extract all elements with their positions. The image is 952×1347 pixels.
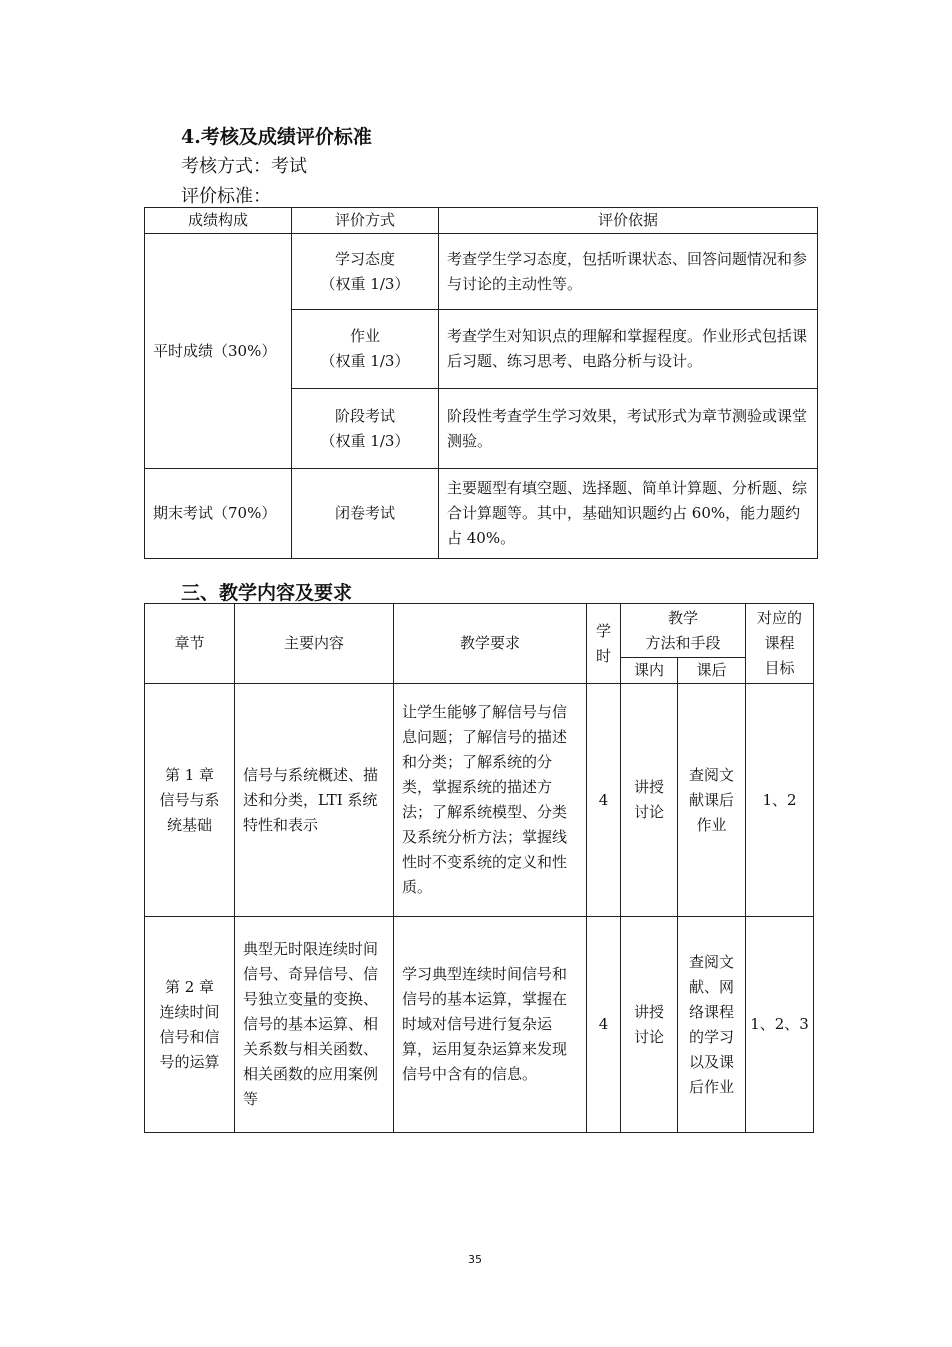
- eval-row: [145, 234, 818, 310]
- header-chapter: 章节: [145, 604, 235, 684]
- hours-cell: 4: [587, 917, 621, 1133]
- eval-basis: 阶段性考查学生学习效果，考试形式为章节测验或课堂测验。: [439, 389, 818, 469]
- chapter-cell: 第 2 章 连续时间 信号和信 号的运算: [145, 917, 235, 1133]
- in-class-cell: 讲授 讨论: [621, 917, 678, 1133]
- eval-header-row: [145, 208, 818, 234]
- after-class-cell: 查阅文 献、网 络课程 的学习 以及课 后作业: [678, 917, 746, 1133]
- eval-method: 作业 （权重 1/3）: [292, 310, 439, 389]
- final-exam-label: 期末考试（70%）: [145, 469, 292, 559]
- eval-basis: 主要题型有填空题、选择题、简单计算题、分析题、综合计算题等。其中，基础知识题约占 60%，能力题约占 40%。: [439, 469, 818, 559]
- in-class-cell: 讲授 讨论: [621, 684, 678, 917]
- eval-row-final: [145, 469, 818, 559]
- requirement-cell: 让学生能够了解信号与信息问题；了解信号的描述和分类；了解系统的分类，掌握系统的描述方法；了解系统模型、分类及系统分析方法；掌握线性时不变系统的定义和性质。: [394, 684, 587, 917]
- criteria-label: 评价标准：: [181, 186, 271, 207]
- header-hours: 学 时: [587, 604, 621, 684]
- header-method: 评价方式: [292, 208, 439, 234]
- chapter-cell: 第 1 章 信号与系 统基础: [145, 684, 235, 917]
- header-composition: 成绩构成: [145, 208, 292, 234]
- content-row: [145, 684, 814, 917]
- eval-method: 闭卷考试: [292, 469, 439, 559]
- header-methods: 教学 方法和手段: [621, 604, 746, 658]
- eval-basis: 考查学生学习态度，包括听课状态、回答问题情况和参与讨论的主动性等。: [439, 234, 818, 310]
- header-goal: 对应的 课程 目标: [746, 604, 814, 684]
- content-row: [145, 917, 814, 1133]
- hours-cell: 4: [587, 684, 621, 917]
- header-basis: 评价依据: [439, 208, 818, 234]
- header-content: 主要内容: [235, 604, 394, 684]
- section-heading-content: 三、教学内容及要求: [181, 582, 353, 604]
- regular-grade-label: 平时成绩（30%）: [145, 234, 292, 469]
- goal-cell: 1、2、3: [746, 917, 814, 1133]
- eval-method: 学习态度 （权重 1/3）: [292, 234, 439, 310]
- content-header-row: [145, 604, 814, 658]
- evaluation-table: [144, 207, 818, 559]
- content-cell: 典型无时限连续时间信号、奇异信号、信号独立变量的变换、信号的基本运算、相关系数与相关函数、相关函数的应用案例等: [235, 917, 394, 1133]
- eval-basis: 考查学生对知识点的理解和掌握程度。作业形式包括课后习题、练习思考、电路分析与设计。: [439, 310, 818, 389]
- page-number: 35: [468, 1253, 482, 1266]
- assessment-method: 考核方式：考试: [181, 156, 307, 177]
- header-requirement: 教学要求: [394, 604, 587, 684]
- after-class-cell: 查阅文 献课后 作业: [678, 684, 746, 917]
- header-in-class: 课内: [621, 658, 678, 684]
- requirement-cell: 学习典型连续时间信号和信号的基本运算，掌握在时域对信号进行复杂运算，运用复杂运算来发现信号中含有的信息。: [394, 917, 587, 1133]
- section-heading-assessment: 4.考核及成绩评价标准: [181, 126, 372, 148]
- eval-method: 阶段考试 （权重 1/3）: [292, 389, 439, 469]
- header-after-class: 课后: [678, 658, 746, 684]
- goal-cell: 1、2: [746, 684, 814, 917]
- content-cell: 信号与系统概述、描述和分类，LTI 系统特性和表示: [235, 684, 394, 917]
- teaching-content-table: [144, 603, 814, 1133]
